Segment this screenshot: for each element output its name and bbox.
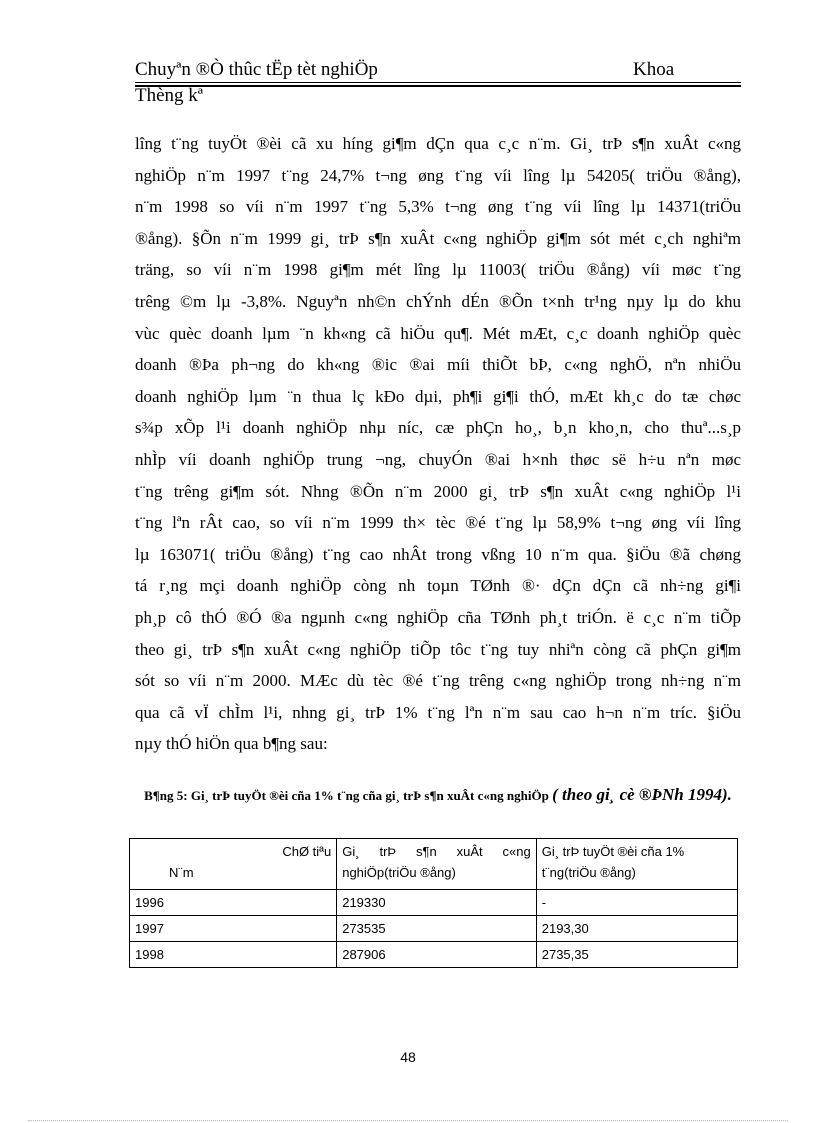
text-line: tá r¸ng mçi doanh nghiÖp còng nh toµn TØnh ®· dÇn dÇn cã nh÷ng gi¶i bbox=[135, 576, 741, 596]
page-number: 48 bbox=[400, 1049, 416, 1065]
text-line: vùc quèc doanh lµm ¨n kh«ng cã hiÖu qu¶. Mét mÆt, c¸c doanh nghiÖp quèc bbox=[135, 323, 741, 343]
value-cell: 273535 bbox=[337, 916, 537, 942]
text-line: doanh ®Þa ph¬ng do kh«ng ®ic ®ai míi thiÕt bÞ, c«ng nghÖ, nªn nhiÖu bbox=[135, 355, 741, 375]
text-line: qua cã vÏ chÌm l¹i, nhng gi¸ trÞ 1% t¨ng lªn n¨m sau cao h¬n n¨m tríc. §iÖu bbox=[135, 702, 741, 722]
caption-title: B¶ng 5: Gi¸ trÞ tuyÖt ®èi cña 1% t¨ng cña gi¸ trÞ s¶n xuÂt c«ng nghiÖp bbox=[144, 788, 549, 803]
corner-header-indicator: ChØ tiªu bbox=[282, 844, 332, 859]
text-line: t¨ng lªn rÂt cao, so víi n¨m 1999 th× tèc ®é t¨ng lµ 58,9% t¬ng øng víi lîng bbox=[135, 513, 741, 533]
table-header-row bbox=[130, 839, 738, 890]
year-cell: 1997 bbox=[130, 916, 337, 942]
table-row bbox=[130, 942, 738, 968]
text-line: theo gi¸ trÞ s¶n xuÂt c«ng nghiÖp tiÕp tôc t¨ng tuy nhiªn còng cã phÇn gi¶m bbox=[135, 639, 741, 659]
text-line: nµy thÓ hiÖn qua b¶ng sau: bbox=[135, 734, 328, 754]
year-cell: 1996 bbox=[130, 890, 337, 916]
text-line: ®ång). §Õn n¨m 1999 gi¸ trÞ s¶n xuÂt c«ng nghiÖp gi¶m sót mét c¸ch nghiªm bbox=[135, 228, 741, 248]
column-header-one-percent-line2: t¨ng(triÖu ®ång) bbox=[541, 865, 636, 880]
column-header-value-line1: Gi¸ trÞ s¶n xuÂt c«ng bbox=[342, 844, 531, 859]
one-percent-cell: - bbox=[536, 890, 737, 916]
value-cell: 219330 bbox=[337, 890, 537, 916]
year-cell: 1998 bbox=[130, 942, 337, 968]
header-rule-thick bbox=[135, 85, 741, 87]
table-row bbox=[130, 890, 738, 916]
column-header-one-percent-line1: Gi¸ trÞ tuyÖt ®èi cña 1% bbox=[541, 844, 685, 859]
table-caption bbox=[135, 780, 741, 811]
text-line: nghiÖp n¨m 1997 t¨ng 24,7% t¬ng øng t¨ng víi lîng lµ 54205( triÖu ®ång), bbox=[135, 165, 741, 185]
column-header-one-percent bbox=[536, 839, 737, 890]
page-bottom-edge bbox=[28, 1120, 788, 1121]
text-line: ph¸p cô thÓ ®Ó ®a ngµnh c«ng nghiÖp cña TØnh ph¸t triÓn. ë c¸c n¨m tiÕp bbox=[135, 607, 741, 627]
text-line: doanh nghiÖp lµm ¨n thua lç kÐo dµi, ph¶i gi¶i thÓ, mÆt kh¸c do tæ chøc bbox=[135, 386, 741, 406]
data-table bbox=[129, 838, 738, 968]
column-header-value-line2: nghiÖp(triÖu ®ång) bbox=[342, 865, 456, 880]
text-line: lµ 163071( triÖu ®ång) t¨ng cao nhÂt trong vßng 10 n¨m qua. §iÖu ®ã chøng bbox=[135, 544, 741, 564]
page-header bbox=[135, 57, 741, 109]
column-header-value bbox=[337, 839, 537, 890]
corner-header-year: N¨m bbox=[169, 865, 194, 880]
one-percent-cell: 2735,35 bbox=[536, 942, 737, 968]
text-line: nhÌp víi doanh nghiÖp trung ¬ng, chuyÓn ®ai h×nh thøc së h÷u nªn møc bbox=[135, 449, 741, 469]
caption-note: ( theo gi¸ cè ®ÞNh 1994). bbox=[552, 785, 732, 804]
corner-header-cell bbox=[130, 839, 337, 890]
text-line: träng, so víi n¨m 1998 gi¶m mét lîng lµ 11003( triÖu ®ång) víi møc t¨ng bbox=[135, 260, 741, 280]
text-line: n¨m 1998 so víi n¨m 1997 t¨ng 5,3% t¬ng øng t¨ng víi lîng lµ 14371(triÖu bbox=[135, 197, 741, 217]
text-line: lîng t¨ng tuyÖt ®èi cã xu híng gi¶m dÇn qua c¸c n¨m. Gi¸ trÞ s¶n xuÂt c«ng bbox=[135, 134, 741, 153]
table-row bbox=[130, 916, 738, 942]
one-percent-cell: 2193,30 bbox=[536, 916, 737, 942]
header-title-line1: Chuyªn ®Ò thûc tËp tèt nghiÖp bbox=[135, 59, 378, 80]
text-line: s¾p xÕp l¹i doanh nghiÖp nhµ níc, cæ phÇn ho¸, b¸n kho¸n, cho thuª...s¸p bbox=[135, 418, 741, 438]
text-line: trêng ©m lµ -3,8%. Nguyªn nh©n chÝnh dÉn ®Õn t×nh tr¹ng nµy lµ do khu bbox=[135, 291, 741, 311]
text-line: t¨ng trêng gi¶m sót. Nhng ®Õn n¨m 2000 gi¸ trÞ s¶n xuÂt c«ng nghiÖp l¹i bbox=[135, 481, 741, 501]
body-paragraph bbox=[135, 128, 741, 760]
value-cell: 287906 bbox=[337, 942, 537, 968]
header-rule-thin bbox=[135, 82, 741, 83]
header-department: Khoa bbox=[633, 59, 675, 80]
header-title bbox=[135, 57, 378, 109]
text-line: sót so víi n¨m 2000. MÆc dù tèc ®é t¨ng trêng c«ng nghiÖp trong nh÷ng n¨m bbox=[135, 671, 741, 691]
header-title-line2: Thèng kª bbox=[135, 85, 204, 106]
